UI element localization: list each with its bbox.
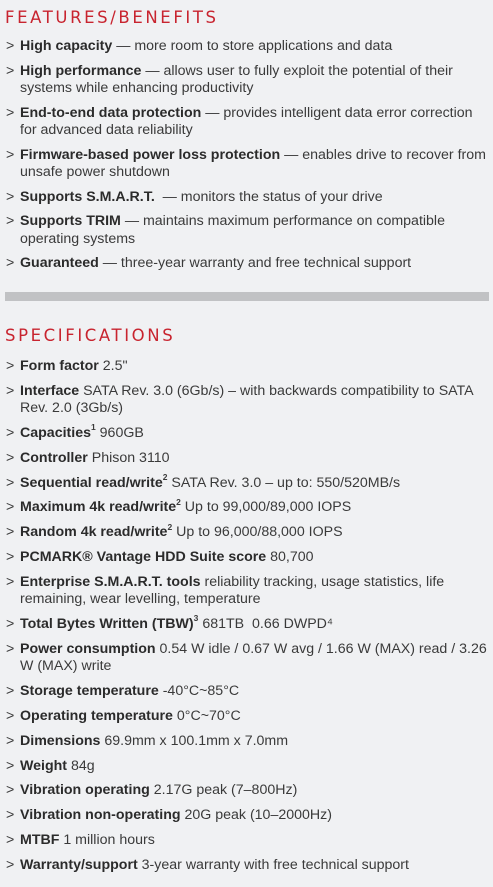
bullet-marker: >: [6, 732, 15, 749]
bullet-marker: >: [6, 425, 15, 442]
spec-value: 69.9mm x 100.1mm x 7.0mm: [100, 732, 289, 749]
feature-item-high-performance: [5, 63, 490, 98]
spec-item-warranty-support: [5, 857, 490, 875]
bullet-marker: >: [6, 474, 15, 491]
footnote-marker: 1: [90, 422, 96, 433]
bullet-marker: >: [6, 188, 15, 205]
spec-label: PCMARK® Vantage HDD Suite score: [20, 549, 267, 566]
spec-value: Up to 99,000/89,000 IOPS: [180, 499, 352, 516]
bullet-marker: >: [6, 358, 15, 374]
spec-item-weight: [5, 758, 490, 776]
bullet-marker: >: [6, 213, 15, 229]
spec-label: Controller: [20, 449, 88, 466]
feature-item-data-protection: [5, 105, 490, 140]
spec-item-interface: [5, 383, 490, 418]
spec-item-vibration-operating: [5, 782, 490, 800]
spec-value: SATA Rev. 3.0 – up to: 550/520MB/s: [167, 474, 401, 491]
spec-value: 2.17G peak (7–800Hz): [149, 782, 298, 799]
spec-item-tbw: [5, 613, 490, 634]
bullet-marker: >: [6, 782, 15, 799]
bullet-marker: >: [6, 255, 15, 271]
feature-text: — enables drive to recover from unsafe power shutdown: [20, 146, 486, 180]
feature-text: — more room to store applications and data: [112, 38, 393, 54]
feature-item-trim: [5, 213, 490, 248]
spec-label: Vibration operating: [20, 782, 150, 799]
feature-label: High performance: [20, 62, 142, 79]
feature-item-power-loss-protection: [5, 147, 490, 182]
bullet-marker: >: [6, 832, 15, 849]
spec-label: Storage temperature: [20, 683, 159, 700]
footnote-marker: 2: [176, 496, 181, 507]
spec-value: 3-year warranty with free technical support: [137, 856, 409, 873]
spec-label: Power consumption: [20, 640, 156, 657]
spec-value: 2.5": [98, 358, 128, 374]
bullet-marker: >: [6, 757, 15, 774]
spec-item-max-4k-rw: [5, 496, 490, 517]
spec-item-controller: [5, 450, 490, 468]
bullet-marker: >: [6, 62, 15, 79]
spec-label: Capacities: [20, 425, 91, 442]
bullet-marker: >: [6, 449, 15, 466]
bullet-marker: >: [6, 524, 15, 541]
spec-item-dimensions: [5, 733, 490, 751]
spec-label: Total Bytes Written (TBW): [20, 616, 194, 633]
spec-value: 1 million hours: [59, 832, 155, 849]
spec-item-random-4k-rw: [5, 521, 490, 542]
spec-item-mtbf: [5, 832, 490, 850]
bullet-marker: >: [6, 640, 15, 657]
spec-value: 80,700: [266, 549, 314, 566]
specifications-list: [5, 358, 490, 882]
spec-label: Random 4k read/write: [20, 524, 168, 541]
bullet-marker: >: [6, 573, 15, 590]
spec-item-pcmark: [5, 549, 490, 567]
feature-label: Firmware-based power loss protection: [20, 146, 281, 163]
footnote-marker: 3: [193, 613, 199, 624]
spec-value: SATA Rev. 3.0 (6Gb/s) – with backwards compatibility to SATA Rev. 2.0 (3Gb/s): [20, 382, 473, 417]
feature-text: — three-year warranty and free technical support: [98, 255, 412, 271]
spec-item-form-factor: [5, 358, 490, 376]
spec-value: 681TB 0.66 DWPD⁴: [198, 616, 334, 633]
spec-label: Interface: [20, 382, 80, 399]
spec-value: Phison 3110: [87, 449, 170, 466]
spec-label: Form factor: [20, 358, 99, 374]
features-title: FEATURES/BENEFITS: [5, 8, 219, 27]
bullet-marker: >: [6, 856, 15, 873]
feature-text: — provides intelligent data error correction for advanced data reliability: [20, 104, 473, 138]
bullet-marker: >: [6, 683, 15, 700]
spec-item-storage-temperature: [5, 683, 490, 701]
bullet-marker: >: [6, 38, 15, 54]
spec-item-smart-tools: [5, 574, 490, 609]
spec-label: Enterprise S.M.A.R.T. tools: [20, 573, 201, 590]
spec-value: 960GB: [95, 425, 144, 442]
bullet-marker: >: [6, 616, 15, 633]
spec-value: 84g: [67, 757, 95, 774]
feature-text: — maintains maximum performance on compatible operating systems: [20, 213, 445, 247]
spec-label: Vibration non-operating: [20, 807, 181, 824]
spec-label: Operating temperature: [20, 708, 173, 725]
feature-text: — monitors the status of your drive: [154, 188, 383, 205]
footnote-marker: 2: [162, 471, 168, 482]
bullet-marker: >: [6, 549, 15, 566]
spec-label: Sequential read/write: [20, 474, 163, 491]
features-list: [5, 38, 490, 280]
spec-value: 0.54 W idle / 0.67 W avg / 1.66 W (MAX) read / 3.26 W (MAX) write: [20, 640, 487, 675]
spec-value: 20G peak (10–2000Hz): [180, 807, 332, 824]
feature-label: High capacity: [20, 38, 113, 54]
feature-label: Guaranteed: [20, 255, 99, 271]
feature-text: — allows user to fully exploit the potential of their systems while enhancing productivity: [20, 62, 453, 96]
spec-item-capacities: [5, 422, 490, 443]
spec-value: Up to 96,000/88,000 IOPS: [172, 524, 343, 541]
feature-label: End-to-end data protection: [20, 104, 202, 121]
bullet-marker: >: [6, 146, 15, 163]
feature-label: Supports S.M.A.R.T.: [20, 188, 155, 205]
feature-item-high-capacity: [5, 38, 490, 56]
spec-value: 0°C~70°C: [172, 708, 241, 725]
spec-label: MTBF: [20, 832, 60, 849]
bullet-marker: >: [6, 104, 15, 121]
feature-label: Supports TRIM: [20, 213, 121, 229]
spec-label: Maximum 4k read/write: [20, 499, 177, 516]
section-divider: [5, 292, 489, 301]
footnote-marker: 2: [167, 521, 173, 532]
spec-label: Warranty/support: [20, 856, 138, 873]
bullet-marker: >: [6, 708, 15, 725]
spec-value: reliability tracking, usage statistics, life remaining, wear levelling, temperature: [20, 573, 445, 608]
spec-item-operating-temperature: [5, 708, 490, 726]
spec-item-sequential-rw: [5, 471, 490, 493]
spec-label: Dimensions: [20, 732, 101, 749]
bullet-marker: >: [6, 499, 15, 516]
specifications-title: SPECIFICATIONS: [5, 326, 176, 345]
spec-value: -40°C~85°C: [158, 683, 240, 700]
feature-item-smart: [5, 189, 490, 207]
bullet-marker: >: [6, 382, 15, 399]
spec-label: Weight: [20, 757, 68, 774]
spec-item-vibration-non-operating: [5, 807, 490, 825]
feature-item-guaranteed: [5, 255, 490, 273]
spec-item-power-consumption: [5, 641, 490, 676]
bullet-marker: >: [6, 807, 15, 824]
